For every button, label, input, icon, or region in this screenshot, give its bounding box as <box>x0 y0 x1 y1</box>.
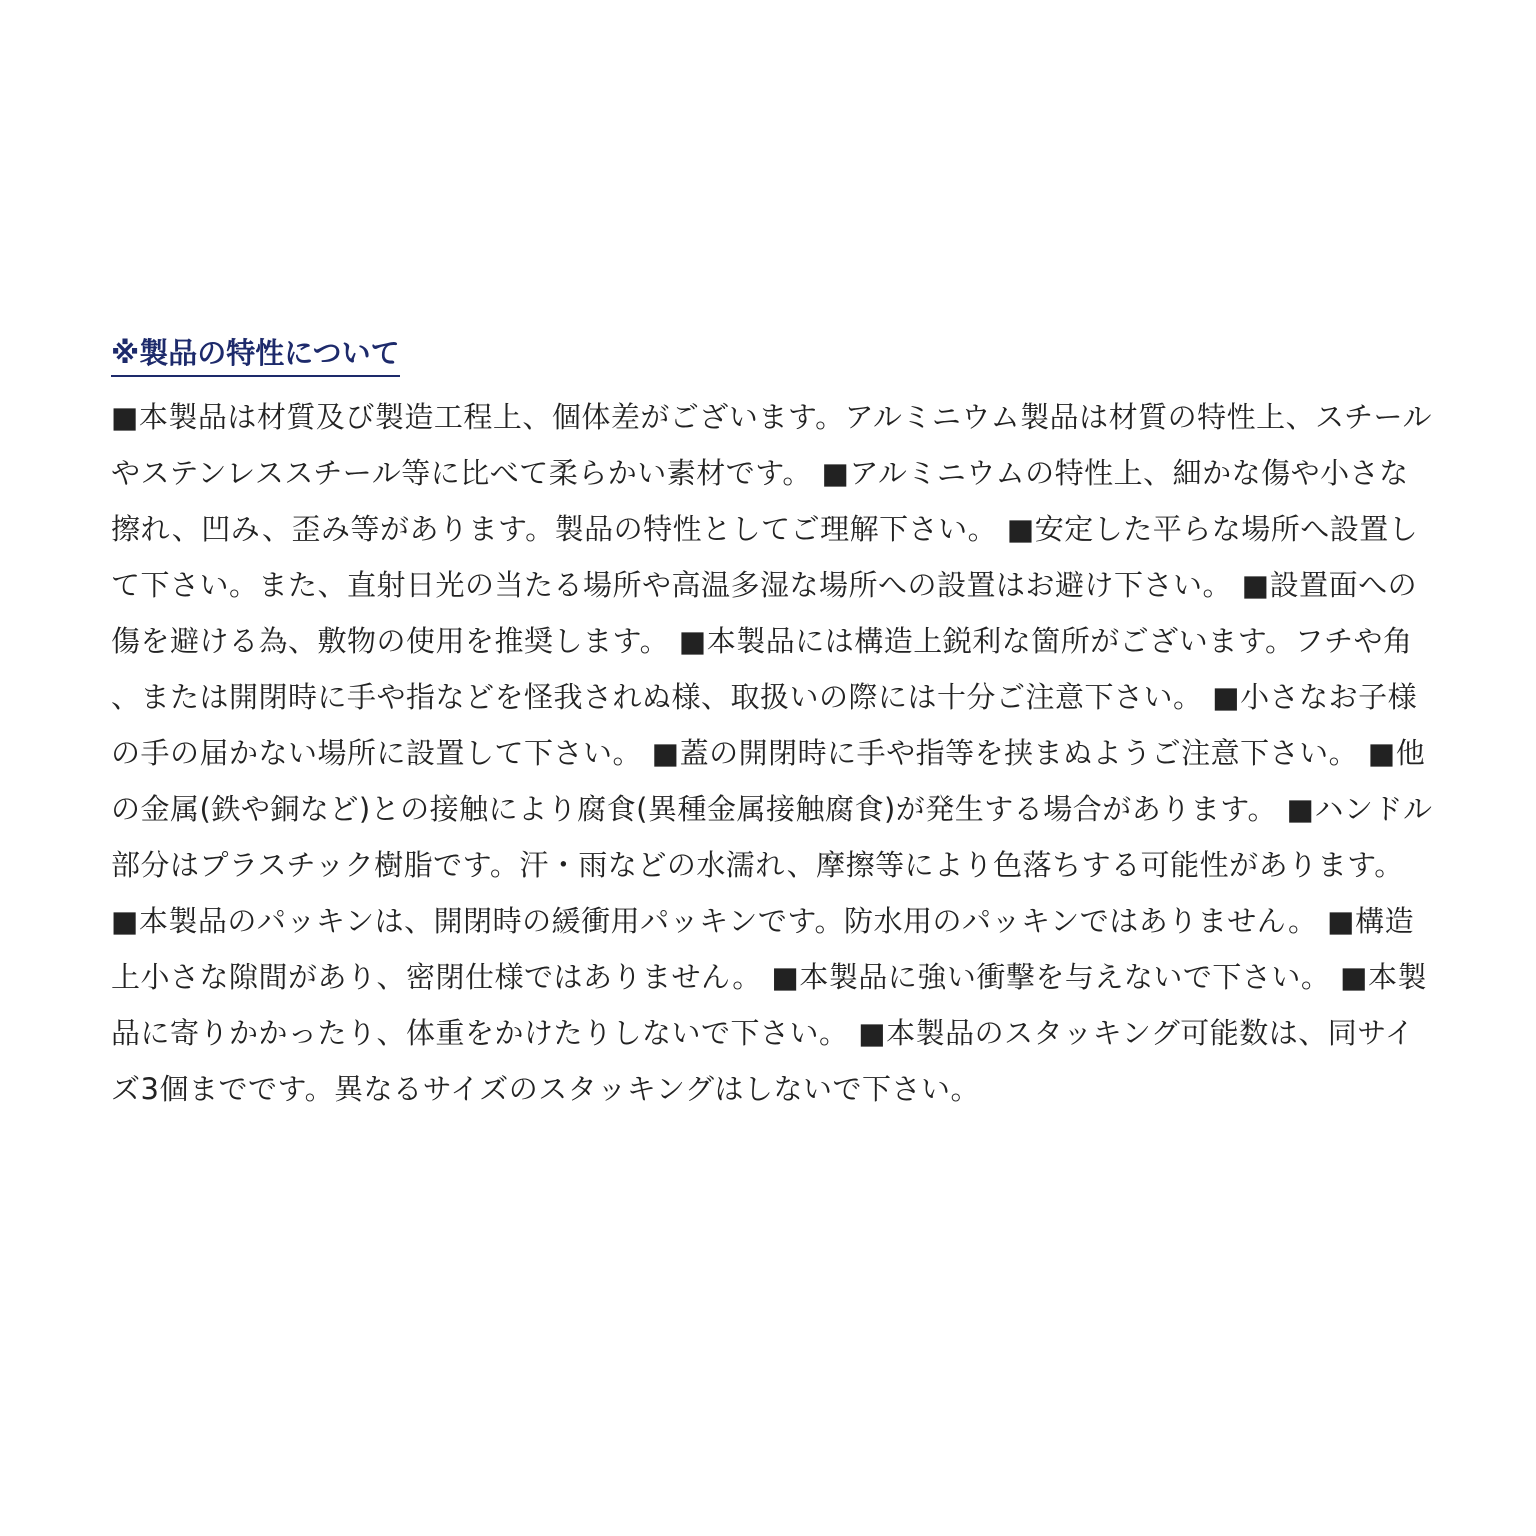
notice-title: ※製品の特性について <box>111 331 400 377</box>
notice-body: ■本製品は材質及び製造工程上、個体差がございます。アルミニウム製品は材質の特性上、スチールやステンレススチール等に比べて柔らかい素材です。 ■アルミニウムの特性上、細かな傷や小さな擦れ、凹み、歪み等があります。製品の特性としてご理解下さい。 ■安定した平らな場所へ設置して下さい。また、直射日光の当たる場所や高温多湿な場所への設置はお避け下さい。 ■設置面への傷を避ける為、敷物の使用を推奨します。 ■本製品には構造上鋭利な箇所がございます。フチや角、または開閉時に手や指などを怪我されぬ様、取扱いの際には十分ご注意下さい。 ■小さなお子様の手の届かない場所に設置して下さい。 ■蓋の開閉時に手や指等を挟まぬようご注意下さい。 ■他の金属(鉄や銅など)との接触により腐食(異種金属接触腐食)が発生する場合があります。 ■ハンドル部分はプラスチック樹脂です。汗・雨などの水濡れ、摩擦等により色落ちする可能性があります。 ■本製品のパッキンは、開閉時の緩衝用パッキンです。防水用のパッキンではありません。 ■構造上小さな隙間があり、密閉仕様ではありません。 ■本製品に強い衝撃を与えないで下さい。 ■本製品に寄りかかったり、体重をかけたりしないで下さい。 ■本製品のスタッキング可能数は、同サイズ3個までです。異なるサイズのスタッキングはしないで下さい。 <box>111 400 1433 1106</box>
product-notice <box>111 331 1436 1117</box>
